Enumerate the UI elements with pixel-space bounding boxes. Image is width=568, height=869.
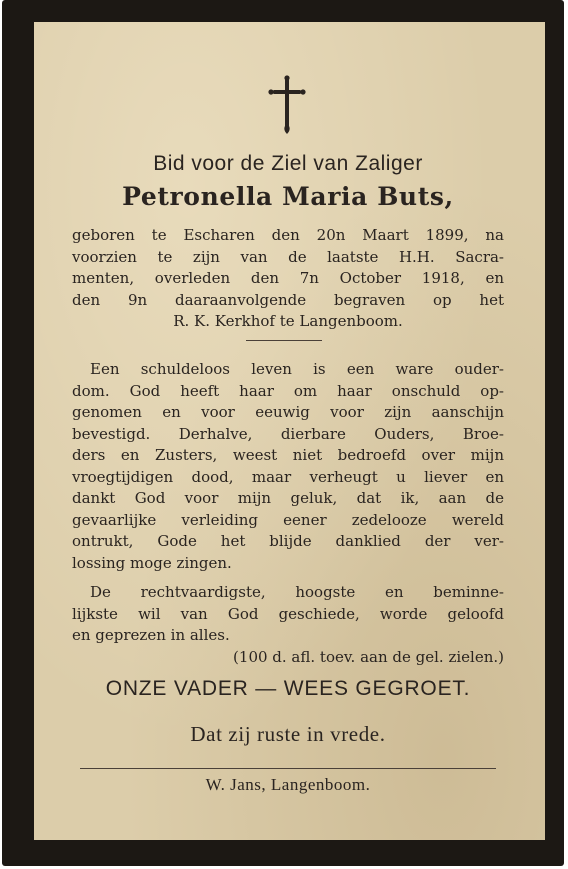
biography-line: den 9n daaraanvolgende begraven op het	[72, 290, 504, 309]
paragraph-line: lijkste wil van God geschiede, worde geloofd	[72, 604, 504, 623]
paragraph-line: De rechtvaardigste, hoogste en beminne-	[90, 583, 504, 601]
biography	[72, 225, 504, 333]
intro-line: Bid voor de Ziel van Zaliger	[153, 152, 423, 175]
memorial-card	[2, 0, 564, 866]
biography-line: geboren te Escharen den 20n Maart 1899, na	[72, 226, 504, 244]
paragraph-line: ders en Zusters, weest niet bedroefd over mijn	[72, 446, 504, 464]
paragraph-2	[72, 582, 504, 668]
prayer-line: ONZE VADER — WEES GEGROET.	[105, 677, 471, 700]
paragraph-line: gevaarlijke verleiding eener zedelooze wereld	[72, 510, 504, 529]
paragraph-line: Een schuldeloos leven is een ware ouder-	[90, 360, 504, 378]
biography-line: R. K. Kerkhof te Langenboom.	[173, 312, 403, 330]
paragraph-line: bevestigd. Derhalve, dierbare Ouders, Broe-	[72, 424, 504, 443]
biography-line: menten, overleden den 7n October 1918, en	[72, 269, 504, 287]
printer-credit: W. Jans, Langenboom.	[205, 775, 371, 794]
rest-in-peace: Dat zij ruste in vrede.	[190, 722, 386, 746]
divider	[80, 768, 496, 769]
card-paper	[34, 22, 545, 840]
cross-icon	[266, 74, 308, 136]
divider	[246, 340, 322, 341]
paragraph-1	[72, 359, 504, 574]
paragraph-line: genomen en voor eeuwig voor zijn aanschijn	[72, 403, 504, 421]
paragraph-line: lossing moge zingen.	[72, 553, 232, 572]
indulgence-note: (100 d. afl. toev. aan de gel. zielen.)	[233, 647, 504, 666]
paragraph-line: vroegtijdigen dood, maar verheugt u liever en	[72, 467, 504, 486]
paragraph-line: dom. God heeft haar om haar onschuld op-	[72, 381, 504, 400]
paragraph-line: en geprezen in alles.	[72, 626, 230, 644]
biography-line: voorzien te zijn van de laatste H.H. Sacra-	[72, 247, 504, 266]
paragraph-line: dankt God voor mijn geluk, dat ik, aan de	[72, 489, 504, 507]
deceased-name: Petronella Maria Buts,	[122, 182, 454, 211]
paragraph-line: ontrukt, Gode het blijde danklied der ver-	[72, 532, 504, 550]
